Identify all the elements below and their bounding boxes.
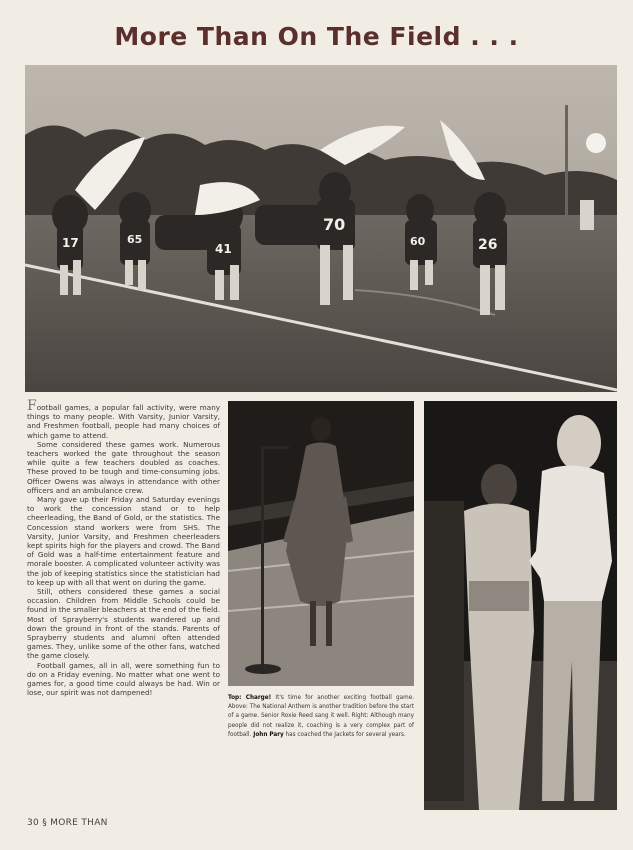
- drop-cap: F: [27, 398, 37, 414]
- jersey-number: 17: [62, 236, 79, 250]
- article-paragraph: Many gave up their Friday and Saturday evenings to work the concession stand or to help cheerleading, the Band of Gold, or the statistics. The Concession stand workers were from SHS. The Varsity, Junior Varsity, and Freshmen cheerleaders kept spirits high for the players and crowd. The Band of Gold was a half-time entertainment feature and morale booster. A complicated volunteer activity was the job of keeping statistics since the statistician had to keep up with all that went on during the game.: [27, 495, 220, 587]
- national-anthem-singer-photo: [228, 401, 414, 686]
- jersey-number: 60: [410, 235, 426, 248]
- photo-caption: Top: Charge! It's time for another exciting football game. Above: The National Anthem is another tradition before the start of a game. Senior Roxie Reed sang it well. Right: Although many people did not realize it, coaching is a very complex part of football. John Pary has coached the Jackets for several years.: [228, 695, 414, 738]
- football-team-charge-photo: [25, 65, 617, 392]
- article-paragraph: Still, others considered these games a social occasion. Children from Middle Schools could be found in the smaller bleachers at the end of the field. Most of Sprayberry's students wandered up and down the ground in front of the stands. Parents of Sprayberry students and alumni often attended games. They, unlike some of the other fans, watched the game closely.: [27, 587, 220, 661]
- jersey-number: 41: [215, 242, 232, 256]
- jersey-number: 70: [323, 215, 346, 234]
- jersey-number: 65: [127, 233, 143, 246]
- jersey-number: 26: [478, 237, 498, 253]
- page-number: 30 § MORE THAN: [27, 818, 108, 828]
- article-body: [27, 398, 220, 698]
- page-title: More Than On The Field . . .: [114, 22, 519, 51]
- article-paragraph: Football games, a popular fall activity, were many things to many people. With Varsity, Junior Varsity, and Freshmen football, people had many choices of which game to attend.: [27, 398, 220, 440]
- coach-photo: [424, 401, 617, 810]
- article-paragraph: Football games, all in all, were something fun to do on a Friday evening. No matter what one went to games for, a good time could always be had. Win or lose, our spirit was not dampened!: [27, 660, 220, 698]
- article-paragraph: Some considered these games work. Numerous teachers worked the gate throughout the season while quite a few teachers doubled as coaches. These proved to be tough and time-consuming jobs. Officer Owens was always in attendance with other officers and an ambulance crew.: [27, 439, 220, 495]
